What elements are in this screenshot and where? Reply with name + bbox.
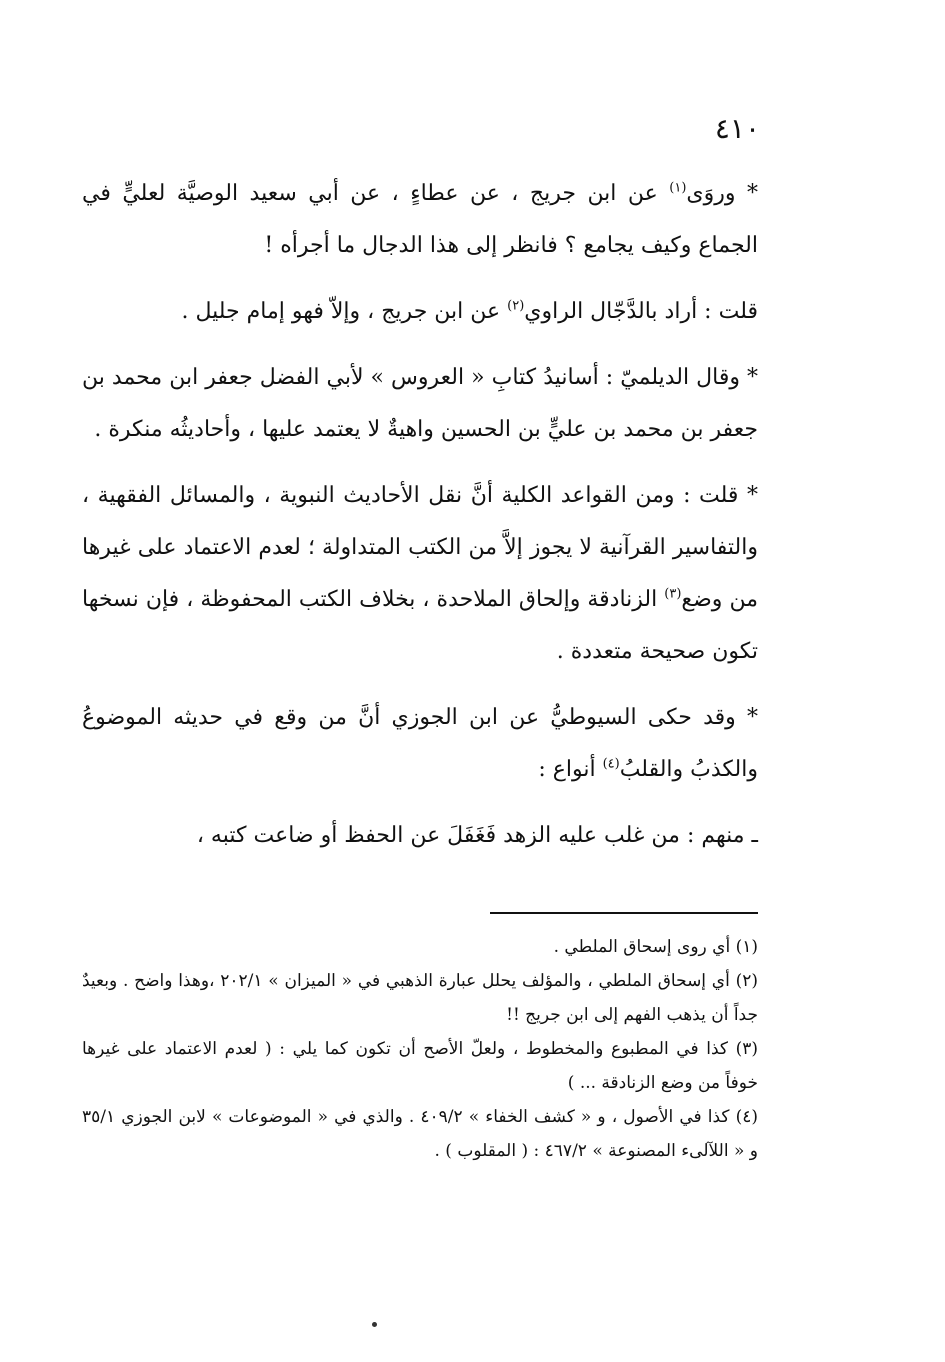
paragraph-6 — [82, 810, 758, 862]
footnote-2: (٢) أي إسحاق الملطي ، والمؤلف يحلل عبارة الذهبي في « الميزان » ٢٠٢/١ ،وهذا واضح . وبعيدٌ جداً أن يذهب الفهم إلى ابن جريج !! — [82, 971, 758, 1025]
paragraph-1-text-cont: عن ابن جريج ، عن عطاءٍ ، عن أبي سعيد الوصيَّة لعليٍّ في الجماع وكيف يجامع ؟ فانظر إلى هذا الدجال ما أجرأه ! — [82, 181, 758, 258]
page-number: ٤١٠ — [714, 112, 760, 145]
paragraph-4-text: * قلت : ومن القواعد الكلية أنَّ نقل الأحاديث النبوية ، والمسائل الفقهية ، والتفاسير القرآنية لا يجوز إلاَّ من الكتب المتداولة ؛ لعدم الاعتماد على غيرها من وضع — [82, 483, 758, 612]
footnote-ref-1[interactable]: (١) — [669, 180, 687, 196]
paragraph-3 — [82, 352, 758, 456]
footnote-ref-2[interactable]: (٢) — [507, 298, 525, 314]
footnote-ref-3[interactable]: (٣) — [664, 586, 682, 602]
footnote-3: (٣) كذا في المطبوع والمخطوط ، ولعلّ الأصح أن تكون كما يلي : ( لعدم الاعتماد على غيرها خوفاً من وضع الزنادقة ... ) — [82, 1039, 758, 1093]
paragraph-4 — [82, 470, 758, 678]
main-text — [82, 168, 758, 876]
footnote-1: (١) أي روى إسحاق الملطي . — [553, 937, 758, 957]
paragraph-1-text: * وروَى — [686, 181, 758, 206]
paragraph-5 — [82, 692, 758, 796]
footnote-ref-4[interactable]: (٤) — [602, 756, 620, 772]
page-speck — [372, 1322, 377, 1327]
paragraph-5-text-cont: أنواع : — [538, 757, 603, 782]
paragraph-3-text: * وقال الديلميّ : أسانيدُ كتابِ « العروس » لأبي الفضل جعفر ابن محمد بن جعفر بن محمد بن عليٍّ بن الحسين واهيةٌ لا يعتمد عليها ، وأحاديثُه منكرة . — [82, 365, 759, 442]
footnote-4: (٤) كذا في الأصول ، و « كشف الخفاء » ٤٠٩/٢ . والذي في « الموضوعات » لابن الجوزي ٣٥/١ و « اللآلىء المصنوعة » ٤٦٧/٢ : ( المقلوب ) . — [82, 1107, 759, 1161]
paragraph-2 — [82, 286, 758, 338]
paragraph-4-text-cont: الزنادقة وإلحاق الملاحدة ، بخلاف الكتب المحفوظة ، فإن نسخها تكون صحيحة متعددة . — [82, 587, 758, 664]
footnote-divider — [490, 912, 758, 914]
paragraph-2-text: قلت : أراد بالدَّجّال الراوي — [524, 299, 758, 324]
paragraph-2-text-cont: عن ابن جريج ، وإلاّ فهو إمام جليل . — [181, 299, 508, 324]
paragraph-5-text: * وقد حكى السيوطيُّ عن ابن الجوزي أنَّ من وقع في حديثه الموضوعُ والكذبُ والقلبُ — [82, 705, 758, 782]
paragraph-1 — [82, 168, 758, 272]
paragraph-6-text: ـ منهم : من غلب عليه الزهد فَغَفَلَ عن الحفظ أو ضاعت كتبه ، — [196, 823, 758, 848]
footnotes — [82, 930, 758, 1168]
